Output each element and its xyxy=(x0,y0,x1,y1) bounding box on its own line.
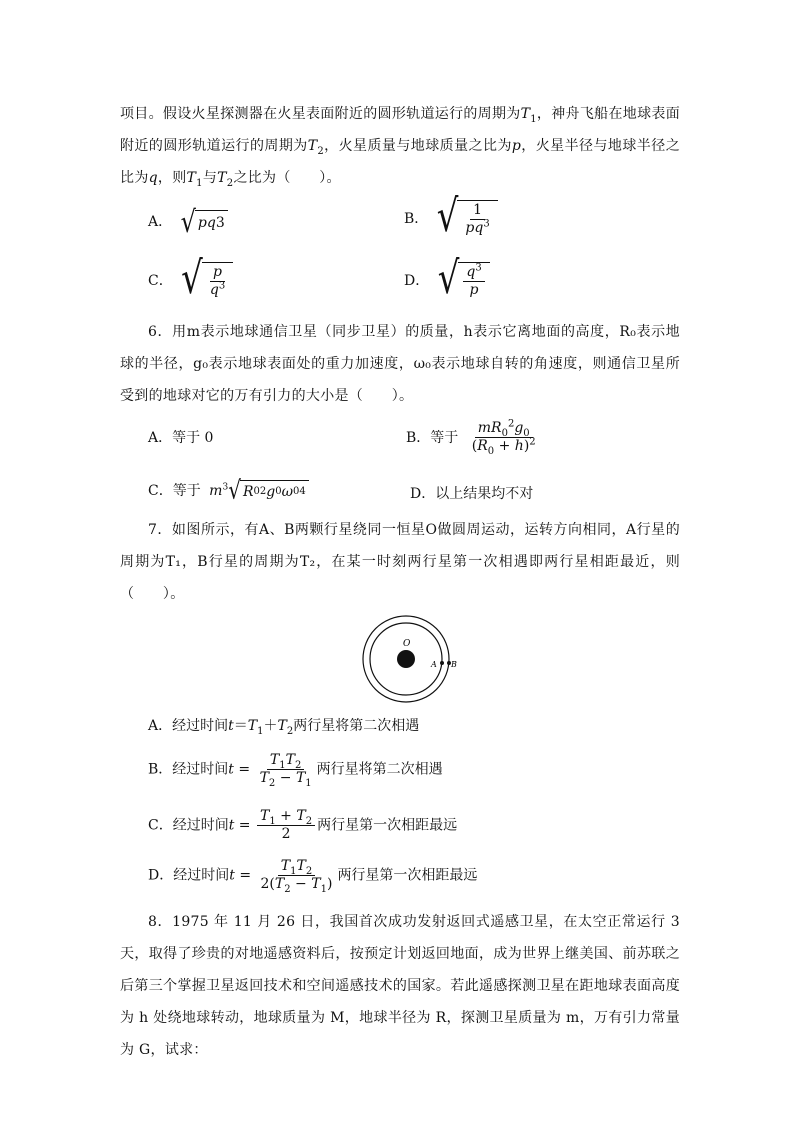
label-o: O xyxy=(403,639,411,649)
q6-option-c[interactable]: C．等于 $m^3$ √ R 0 2 g 0 ω 0 4 xyxy=(148,480,309,502)
label-a: A xyxy=(431,660,437,669)
question-5-stem: 项目。假设火星探测器在火星表面附近的圆形轨道运行的周期为$T_1$，神舟飞船在地球表面附近的圆形轨道运行的周期为$T_2$，火星质量与地球质量之比为p，火星半径与地球半径之比为q，则$T_1$与$T_2$之比为（ ）。 xyxy=(120,106,680,189)
q5-option-b[interactable]: B． √ $\frac{1}{pq^3}$ xyxy=(404,200,498,237)
formula-mR0-over-R0h: $\frac{mR_0^2g_0}{(R_0 + h)^2}$ xyxy=(471,418,536,457)
question-6-stem: 6．用m表示地球通信卫星（同步卫星）的质量，h表示它离地面的高度，R₀表示地球的半径，g₀表示地球表面处的重力加速度，ω₀表示地球自转的角速度，则通信卫星所受到的地球对它的万有引力的大小是（ ）。 xyxy=(120,324,680,404)
orbit-diagram xyxy=(360,615,460,705)
q7-option-a[interactable]: A．经过时间$t=T_1+T_2$两行星将第二次相遇 xyxy=(148,718,420,737)
sqrt-pq3: √ pq 3 xyxy=(181,210,228,234)
q5-option-c[interactable]: C． √ $\frac{p}{q^3}$ xyxy=(148,262,233,299)
planet-a xyxy=(440,661,444,665)
question-8-stem: 8．1975 年 11 月 26 日，我国首次成功发射返回式遥感卫星，在太空正常运行 3 天，取得了珍贵的对地遥感资料后，按预定计划返回地面，成为世界上继美国、前苏联之后第三个掌握卫星返回技术和空间遥感技术的国家。若此遥感探测卫星在距地球表面高度为 h 处绕地球转动，地球质量为 M，地球半径为 R，探测卫星质量为 m，万有引力常量为 G，试求： xyxy=(120,914,680,1058)
q7-option-c[interactable]: C．经过时间t = $\frac{T_1 + T_2}{2}$ 两行星第一次相距最远 xyxy=(148,808,458,842)
q5-option-d[interactable]: D． √ $\frac{q^3}{p}$ xyxy=(404,262,490,299)
label-b: B xyxy=(451,660,457,669)
formula-t1t2-over-t2-t1: $\frac{T_1T_2}{T_2 - T_1}$ xyxy=(259,752,312,789)
q6-option-b[interactable]: B．等于 $\frac{mR_0^2g_0}{(R_0 + h)^2}$ xyxy=(406,420,541,455)
q7-option-b[interactable]: B．经过时间t = $\frac{T_1T_2}{T_2 - T_1}$ 两行星将第二次相遇 xyxy=(148,752,443,789)
formula-t1t2-over-2-t2-t1: $\frac{T_1T_2}{2(T_2 - T_1)}$ xyxy=(260,858,333,895)
q5-option-a[interactable]: A． √ pq 3 xyxy=(148,210,228,234)
sqrt-q3-over-p: √ $\frac{q^3}{p}$ xyxy=(438,262,490,299)
central-star xyxy=(397,650,415,668)
q6-option-d[interactable]: D．以上结果均不对 xyxy=(410,486,534,502)
formula-cube-root: $m^3$ √ R 0 2 g 0 ω 0 4 xyxy=(209,480,309,502)
q7-option-d[interactable]: D．经过时间t = $\frac{T_1T_2}{2(T_2 - T_1)}$ 两行星第一次相距最远 xyxy=(148,858,478,895)
q6-option-a[interactable]: A．等于 0 xyxy=(148,430,214,446)
formula-t1plust2-over-2: $\frac{T_1 + T_2}{2}$ xyxy=(257,808,315,843)
question-7-stem: 7．如图所示，有A、B两颗行星绕同一恒星O做圆周运动，运转方向相同，A行星的周期为T₁，B行星的周期为T₂，在某一时刻两行星第一次相遇即两行星相距最近，则（ ）。 xyxy=(120,522,680,602)
sqrt-p-over-q3: √ $\frac{p}{q^3}$ xyxy=(181,262,233,299)
sqrt-1-over-pq3: √ $\frac{1}{pq^3}$ xyxy=(437,200,498,237)
